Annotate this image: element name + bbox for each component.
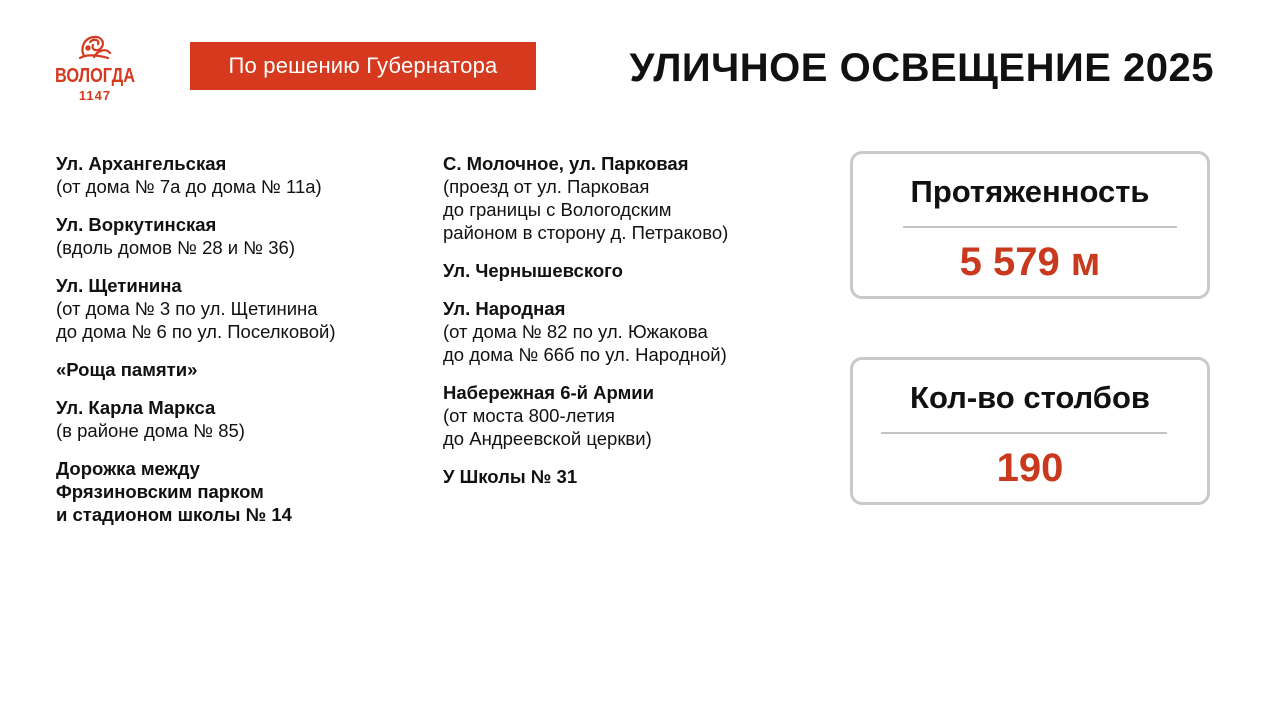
street-description: (проезд от ул. Парковая до границы с Вологодским районом в сторону д. Петраково) [443,176,729,243]
stat-label: Кол-во столбов [910,380,1150,415]
street-list-middle [443,152,843,503]
list-item [443,152,843,244]
logo-text: ВОЛОГДА [55,65,135,87]
page-title: УЛИЧНОЕ ОСВЕЩЕНИЕ 2025 [629,46,1214,90]
divider [881,432,1167,434]
street-name: Ул. Карла Маркса [56,397,216,418]
bird-emblem-icon [80,37,110,58]
list-item [443,259,843,282]
list-item [56,396,436,442]
list-item [56,213,436,259]
street-description: (от дома № 7а до дома № 11а) [56,176,322,197]
list-item [56,358,436,381]
stat-value: 5 579 м [959,240,1101,284]
street-name: Ул. Щетинина [56,275,182,296]
street-description: (в районе дома № 85) [56,420,245,441]
vologda-logo [50,28,140,108]
logo-year: 1147 [78,88,112,103]
street-name: «Роща памяти» [56,359,198,380]
list-item [56,274,436,343]
street-name: Набережная 6-й Армии [443,382,655,403]
street-name: Ул. Народная [443,298,566,319]
stat-value: 190 [996,446,1064,490]
street-name: Ул. Воркутинская [56,214,217,235]
governor-decision-banner [190,42,536,90]
list-item [56,457,436,526]
street-list-left [56,152,436,541]
street-description: (от дома № 3 по ул. Щетинина до дома № 6 по ул. Поселковой) [56,298,336,342]
list-item [443,381,843,450]
street-name: У Школы № 31 [443,466,578,487]
street-description: (от дома № 82 по ул. Южакова до дома № 66б по ул. Народной) [443,321,727,365]
stat-label: Протяженность [910,174,1150,209]
street-description: (вдоль домов № 28 и № 36) [56,237,295,258]
divider [903,226,1177,228]
street-name: Ул. Архангельская [56,153,227,174]
street-name: Ул. Чернышевского [443,260,623,281]
street-name: Дорожка между Фрязиновским парком и стадионом школы № 14 [56,458,292,525]
poles-count-stat-card [850,357,1210,505]
street-name: С. Молочное, ул. Парковая [443,153,689,174]
street-description: (от моста 800-летия до Андреевской церкви) [443,405,652,449]
list-item [56,152,436,198]
list-item [443,465,843,488]
length-stat-card [850,151,1210,299]
list-item [443,297,843,366]
banner-text: По решению Губернатора [228,53,498,78]
